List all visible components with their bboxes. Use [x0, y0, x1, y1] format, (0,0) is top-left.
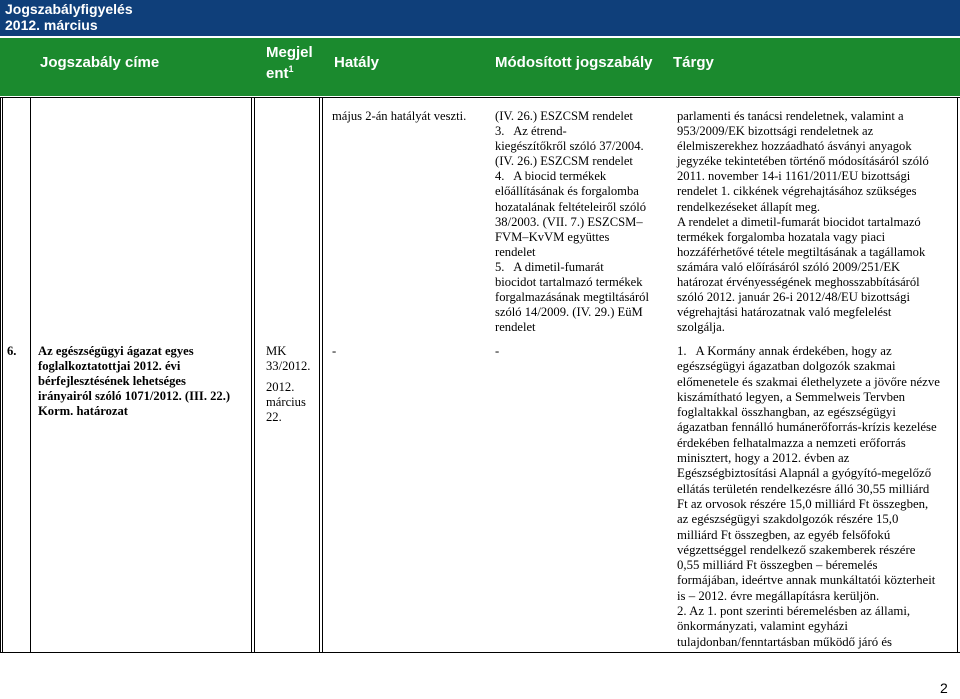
col-divider: [322, 97, 323, 653]
text-line: élelmiszerekhez hozzáadható ásványi anyagok: [677, 139, 912, 154]
text-line: minisztert, hogy a 2012. évben az: [677, 451, 850, 466]
text-line: irányairól szóló 1071/2012. (III. 22.): [38, 389, 231, 404]
text-line: végzettséggel rendelkező szakemberek részére: [677, 542, 916, 557]
text-line: kiszámítható legyen, a Semmelweis Tervben: [677, 389, 906, 404]
page-number: 2: [940, 680, 948, 696]
text-line: 22.: [266, 410, 282, 425]
text-line: 1. A Kormány annak érdekében, hogy az: [677, 344, 892, 358]
col-modified-header: Módosított jogszabály: [495, 54, 653, 71]
publication-info: [266, 344, 318, 425]
regulation-title: [38, 344, 250, 419]
subject-prev: [677, 109, 955, 335]
text-line: szolgálja.: [677, 320, 725, 335]
text-line: formájában, ideértve annak munkáltatói közterheit: [677, 573, 936, 588]
text-line: ágazatban fennálló humánerőforrás-krízis kezelése: [677, 420, 937, 435]
text-line: 2012.: [266, 380, 295, 395]
text-line: előmenetele és szakmai élethelyzete a jövőre nézve: [677, 374, 940, 389]
text-line: termékek forgalomba hozatala vagy piaci: [677, 229, 886, 244]
text-line: kiegészítőkről szóló 37/2004.: [495, 139, 644, 154]
text-line: végrehajtási határozatnak való megfelelést: [677, 305, 892, 320]
modified-value: -: [495, 344, 500, 358]
table-header: [0, 38, 960, 96]
col-divider: [319, 97, 320, 653]
table-border-top: [0, 97, 960, 98]
effect-prev: május 2-án hatályát veszti.: [332, 109, 467, 123]
text-line: foglaltakkal összhangban, az egészségügyi: [677, 405, 896, 420]
table-border-left-inner: [2, 97, 3, 653]
text-line: bérfejlesztésének lehetséges: [38, 374, 186, 389]
text-line: önkormányzati, valamint egyházi: [677, 619, 848, 634]
text-line: jegyzéke tekintetében történő módosításáról szóló: [677, 154, 929, 169]
text-line: MK: [266, 344, 287, 358]
text-line: 4. A biocid termékek: [495, 169, 607, 184]
text-line: (IV. 26.) ESZCSM rendelet: [495, 109, 633, 123]
text-line: 38/2003. (VII. 7.) ESZCSM–: [495, 214, 643, 229]
document-title: Jogszabályfigyelés: [5, 1, 133, 17]
text-line: határozat érvényességének meghosszabbításáról: [677, 275, 920, 290]
col-published-header-b: ent$^1$: [266, 64, 294, 82]
text-line: egészségügyi ágazatban dolgozók szakmai: [677, 359, 896, 374]
footnote-marker: 1: [288, 64, 294, 74]
text-line: milliárd Ft összegben, az egyéb felsőfokú: [677, 527, 891, 542]
text-line: ellátás területén rendelkezésre álló 30,55 milliárd: [677, 481, 930, 496]
text-line: rendelet: [495, 244, 536, 259]
text-line: Egészségbiztosítási Alapnál a gyógyító-megelőző: [677, 466, 932, 481]
text-line: Korm. határozat: [38, 404, 129, 419]
text-line: foglalkoztatottjai 2012. évi: [38, 359, 181, 374]
text-line: hozatalának feltételeiről szóló: [495, 199, 647, 214]
col-subject-header: Tárgy: [673, 54, 714, 71]
document-banner: [0, 0, 960, 36]
text-line: parlamenti és tanácsi rendeletnek, valamint a: [677, 109, 904, 123]
text-line: az egészségügyi szakdolgozók részére 15,0: [677, 512, 899, 527]
table-border-right: [957, 97, 958, 653]
col-published-header-a: Megjel: [266, 44, 313, 61]
text-line: rendelkezéseket állapít meg.: [677, 199, 821, 214]
text-line: érdekében felhatalmazza a nemzeti erőforrás: [677, 435, 906, 450]
text-line: rendelet: [495, 320, 536, 335]
document-date: 2012. március: [5, 17, 98, 33]
text-line: 5. A dimetil-fumarát: [495, 259, 604, 274]
modified-prev: [495, 109, 665, 335]
text-line: is – 2012. évre megállapításra kerüljön.: [677, 588, 880, 603]
effect-value: -: [332, 344, 337, 358]
text-line: 0,55 milliárd Ft összegben – béremelés: [677, 558, 878, 573]
text-line: Az egészségügyi ágazat egyes: [38, 344, 194, 358]
table-border-left: [0, 97, 1, 653]
col-divider: [251, 97, 252, 653]
col-effect-header: Hatály: [334, 54, 380, 71]
text-line: 2. Az 1. pont szerinti béremelésben az állami,: [677, 604, 911, 619]
text-line: FVM–KvVM együttes: [495, 229, 610, 244]
text-line: szóló 14/2009. (IV. 29.) EüM: [495, 305, 643, 320]
col-title-header: Jogszabály címe: [40, 54, 160, 71]
text-line: 2011. november 14-i 1161/2011/EU bizottsági: [677, 169, 911, 184]
text-line: Ft az orvosok részére 15,0 milliárd Ft összegben,: [677, 496, 929, 511]
subject-text: [677, 344, 955, 650]
text-line: szóló 2012. január 26-i 2012/48/EU bizottsági: [677, 290, 910, 305]
text-line: számára való előírásáról szóló 2009/251/EK: [677, 259, 901, 274]
text-line: forgalmazásának megtiltásáról: [495, 290, 649, 305]
col-divider: [30, 97, 31, 653]
table-border-bottom: [0, 652, 960, 653]
text-line: tulajdonban/fenntartásban működő járó és: [677, 634, 892, 649]
text-line: előállításának és forgalomba: [495, 184, 639, 199]
text-line: 953/2009/EK bizottsági rendeletnek az: [677, 124, 874, 139]
text-line: A rendelet a dimetil-fumarát biocidot tartalmazó: [677, 214, 921, 229]
text-line: 33/2012.: [266, 359, 311, 374]
text-line: március: [266, 395, 306, 410]
text-line: rendelet 1. cikkének végrehajtásához szükséges: [677, 184, 917, 199]
text-line: hozzáférhetővé tétele megtiltásának a tagállamok: [677, 244, 926, 259]
text-line: 3. Az étrend-: [495, 124, 567, 139]
text-line: biocidot tartalmazó termékek: [495, 275, 643, 290]
text-line: (IV. 26.) ESZCSM rendelet: [495, 154, 633, 169]
row-number: 6.: [7, 344, 17, 358]
col-divider: [254, 97, 255, 653]
